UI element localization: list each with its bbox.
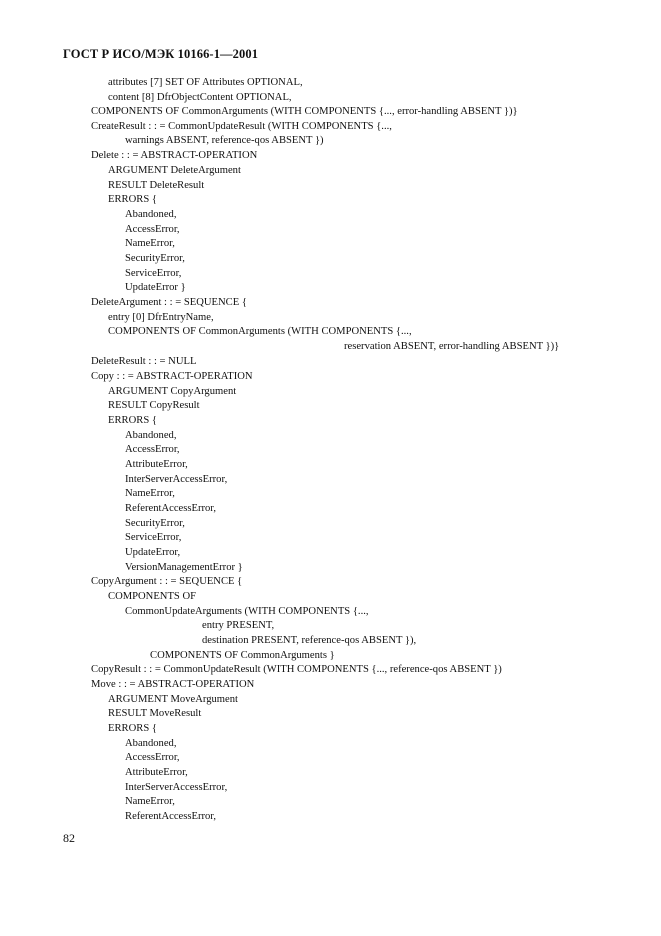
code-line: AccessError,: [125, 752, 180, 763]
page-number: 82: [63, 831, 75, 845]
code-line: UpdateError,: [125, 547, 181, 558]
code-line: AccessError,: [125, 224, 180, 235]
code-line: Abandoned,: [125, 209, 177, 220]
document-header: ГОСТ Р ИСО/МЭК 10166-1—2001: [63, 47, 259, 61]
code-line: ARGUMENT MoveArgument: [108, 694, 238, 705]
code-line: COMPONENTS OF CommonArguments }: [150, 650, 335, 661]
code-line: DeleteResult : : = NULL: [91, 356, 197, 367]
code-line: entry [0] DfrEntryName,: [108, 312, 214, 323]
code-line: CreateResult : : = CommonUpdateResult (WITH COMPONENTS {...,: [91, 121, 392, 132]
code-line: Move : : = ABSTRACT-OPERATION: [91, 679, 255, 690]
code-line: ERRORS {: [108, 723, 157, 734]
code-line: AccessError,: [125, 444, 180, 455]
code-line: NameError,: [125, 238, 175, 249]
code-line: CopyArgument : : = SEQUENCE {: [91, 576, 243, 587]
code-line: Delete : : = ABSTRACT-OPERATION: [91, 150, 258, 161]
code-line: CopyResult : : = CommonUpdateResult (WITH COMPONENTS {..., reference-qos ABSENT }): [91, 664, 502, 675]
code-line: warnings ABSENT, reference-qos ABSENT }): [125, 135, 324, 146]
code-line: ERRORS {: [108, 415, 157, 426]
code-line: entry PRESENT,: [202, 620, 275, 631]
code-line: NameError,: [125, 796, 175, 807]
code-line: ARGUMENT CopyArgument: [108, 386, 237, 397]
code-line: Copy : : = ABSTRACT-OPERATION: [91, 371, 253, 382]
code-line: ServiceError,: [125, 532, 182, 543]
code-line: CommonUpdateArguments (WITH COMPONENTS {...,: [125, 606, 369, 617]
code-line: DeleteArgument : : = SEQUENCE {: [91, 297, 247, 308]
code-line: ServiceError,: [125, 268, 182, 279]
code-line: attributes [7] SET OF Attributes OPTIONAL,: [108, 77, 303, 88]
code-line: AttributeError,: [125, 767, 188, 778]
code-line: ERRORS {: [108, 194, 157, 205]
code-line: RESULT DeleteResult: [108, 180, 205, 191]
code-line: NameError,: [125, 488, 175, 499]
code-line: ARGUMENT DeleteArgument: [108, 165, 241, 176]
code-line: COMPONENTS OF CommonArguments (WITH COMPONENTS {..., error-handling ABSENT })}: [91, 106, 518, 117]
code-line: reservation ABSENT, error-handling ABSENT })}: [344, 341, 560, 352]
code-line: InterServerAccessError,: [125, 782, 228, 793]
code-line: VersionManagementError }: [125, 562, 243, 573]
code-line: COMPONENTS OF: [108, 591, 197, 602]
code-line: SecurityError,: [125, 253, 185, 264]
code-line: SecurityError,: [125, 518, 185, 529]
code-line: content [8] DfrObjectContent OPTIONAL,: [108, 92, 292, 103]
code-line: Abandoned,: [125, 430, 177, 441]
code-line: RESULT CopyResult: [108, 400, 200, 411]
code-line: destination PRESENT, reference-qos ABSENT }),: [202, 635, 417, 646]
code-line: ReferentAccessError,: [125, 811, 217, 822]
code-line: AttributeError,: [125, 459, 188, 470]
code-line: Abandoned,: [125, 738, 177, 749]
code-line: COMPONENTS OF CommonArguments (WITH COMPONENTS {...,: [108, 326, 412, 337]
code-line: InterServerAccessError,: [125, 474, 228, 485]
code-line: RESULT MoveResult: [108, 708, 202, 719]
code-line: ReferentAccessError,: [125, 503, 217, 514]
code-line: UpdateError }: [125, 282, 186, 293]
